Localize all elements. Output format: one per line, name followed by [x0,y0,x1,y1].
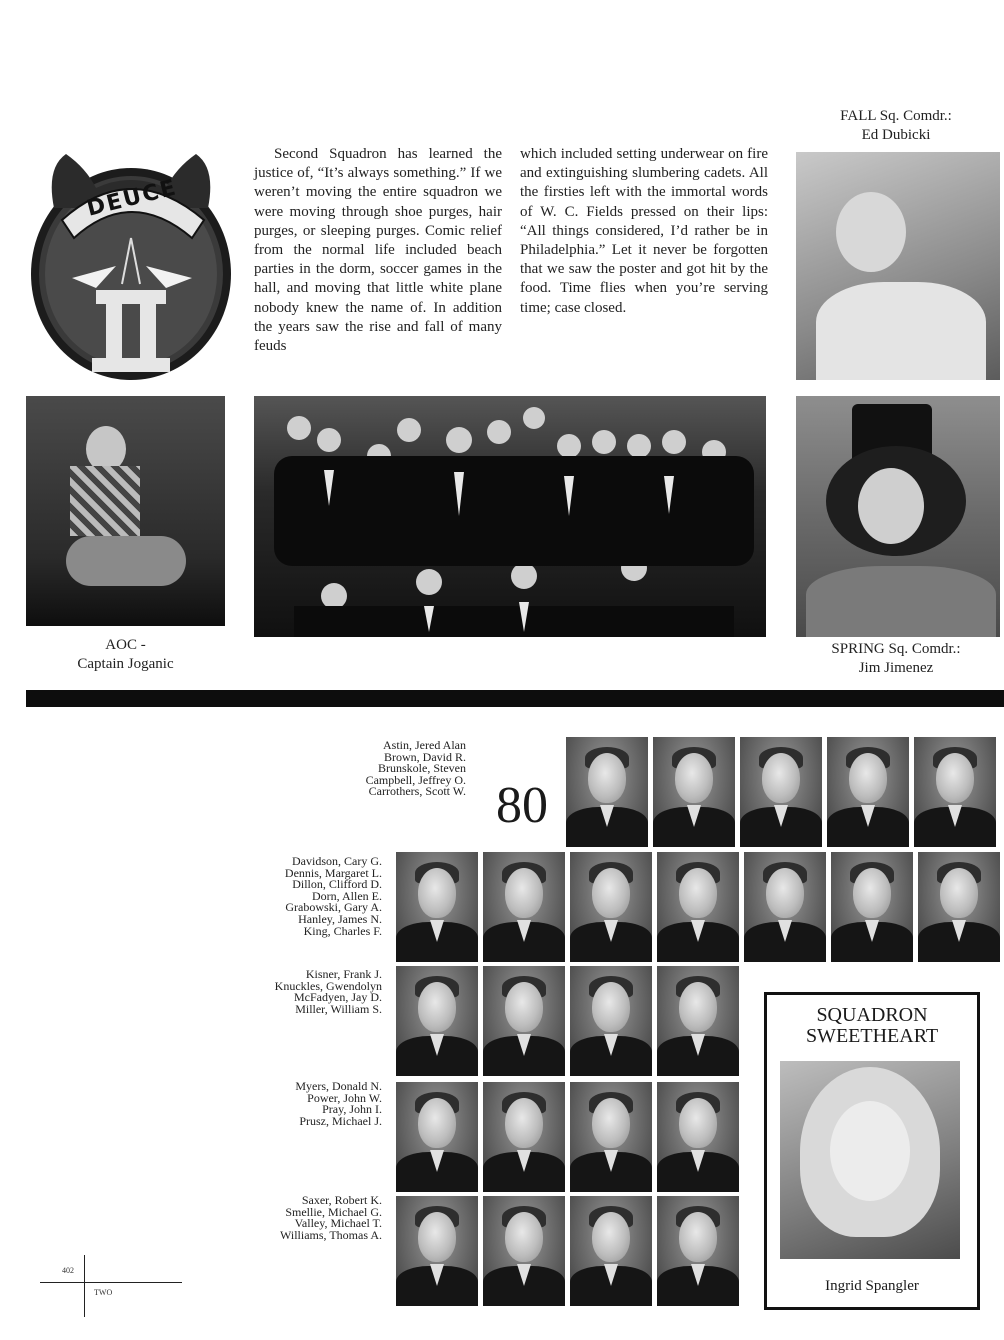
roster-name: Pray, John I. [322,1102,382,1117]
portrait-face [762,753,800,803]
squadron-group-photo [254,396,766,637]
cadet-portrait [744,852,826,962]
cadet-portrait [657,1196,739,1306]
roster-name: Davidson, Cary G. [292,854,382,868]
roster-name: Kisner, Frank J. [305,967,382,981]
cadet-portrait [657,1082,739,1192]
portrait-face [679,1212,717,1262]
portrait-face [853,868,891,918]
roster-name: Valley, Michael T. [294,1216,382,1231]
portrait-face [418,1098,456,1148]
roster-names-row-2 [190,856,382,937]
spring-commander-name: Jim Jimenez [858,660,934,676]
portrait-face [505,1212,543,1262]
portrait-face [675,753,713,803]
cadet-portrait [570,1196,652,1306]
roster-name: Dillon, Clifford D. [292,877,382,892]
roster-name: Astin, Jered Alan [383,738,466,752]
squadron-patch-emblem [26,138,236,384]
aoc-photo [26,396,225,626]
roster-name: Grabowski, Gary A. [285,900,382,915]
cadet-portrait [396,852,478,962]
roster-name: Prusz, Michael J. [299,1113,382,1128]
fall-commander-title: FALL Sq. Comdr.: [840,108,952,124]
sweetheart-photo [780,1061,960,1259]
squadron-sweetheart-box [764,992,980,1310]
portrait-face [505,868,543,918]
essay-text-left: Second Squadron has learned the justice of, “It’s always something.” If we weren’t moving the entire squadron we were moving through shoe purges, hair purges, or sleeping purges. Comic relief from the normal life included beach parties in the dorm, soccer games in the hall, and moving that little white plane nobody knew the name of. In addition the years saw the rise and fall of many feuds [254,146,502,355]
group-photo-figures [254,396,766,637]
portrait-face [679,1098,717,1148]
portrait-face [505,982,543,1032]
spring-commander-caption [796,640,996,678]
cadet-portrait [570,852,652,962]
spring-commander-title: SPRING Sq. Comdr.: [831,641,961,657]
roster-name: Dennis, Margaret L. [284,865,382,880]
page-number: 402 [62,1266,74,1275]
class-year: 80 [496,777,548,834]
sweetheart-title-line-2: SWEETHEART [805,1025,939,1047]
cadet-portrait [570,966,652,1076]
roster-name: Williams, Thomas A. [280,1227,382,1242]
aoc-caption [26,636,225,674]
cadet-portrait [396,966,478,1076]
portrait-face [588,753,626,803]
section-divider-bar [26,690,1004,707]
portrait-face [849,753,887,803]
cadet-portrait [914,737,996,847]
portrait-face [936,753,974,803]
sweetheart-title-line-1: SQUADRON [816,1004,928,1026]
portrait-face [418,982,456,1032]
cadet-portrait [483,1196,565,1306]
spring-commander-photo [796,396,1000,637]
roster-name: Saxer, Robert K. [301,1193,382,1207]
roster-name: Dorn, Allen E. [312,888,382,903]
cadet-portrait [827,737,909,847]
fall-commander-photo [796,152,1000,380]
roster-name: Hanley, James N. [298,911,382,926]
roster-name: Knuckles, Gwendolyn [274,978,382,993]
portrait-face [418,1212,456,1262]
fall-commander-name: Ed Dubicki [861,127,931,143]
portrait-face [679,868,717,918]
roster-name: Power, John W. [307,1090,382,1105]
roster-name: King, Charles F. [303,923,382,938]
roster-name: Brown, David R. [384,749,466,764]
roster-names-row-4 [190,1081,382,1127]
fall-commander-caption [796,107,996,145]
cadet-portrait [570,1082,652,1192]
portrait-face [940,868,978,918]
squadron-patch [26,138,236,384]
portrait-face [592,1212,630,1262]
folio-horizontal-line [40,1282,182,1283]
portrait-face [592,868,630,918]
roster-name: Smellie, Michael G. [285,1204,382,1219]
aoc-title: AOC - [105,637,146,653]
roster-names-row-5 [190,1195,382,1241]
roster-name: McFadyen, Jay D. [294,990,382,1005]
roster-name: Carrothers, Scott W. [368,784,466,799]
cadet-portrait [657,966,739,1076]
cadet-portrait [831,852,913,962]
cadet-portrait [918,852,1000,962]
essay-column-right [520,145,768,318]
cadet-portrait [653,737,735,847]
portrait-face [766,868,804,918]
cadet-portrait [396,1082,478,1192]
cadet-portrait [396,1196,478,1306]
cadet-portrait [483,1082,565,1192]
portrait-face [679,982,717,1032]
essay-text-right: which included setting underwear on fire and extinguishing slumbering cadets. All the firsties left with the immortal words of W. C. Fields pressed on their lips: “All things considered, I’d rather be in Philadelphia.” Let it never be forgotten that we saw the poster and got hit by the food. Time flies when you’re serving time; case closed. [520,146,768,316]
roster-name: Campbell, Jeffrey O. [365,772,466,787]
portrait-face [418,868,456,918]
cadet-portrait [483,852,565,962]
cadet-portrait [740,737,822,847]
roster-name: Myers, Donald N. [295,1079,382,1093]
folio-vertical-line [84,1255,85,1317]
roster-name: Brunskole, Steven [378,761,466,776]
cadet-portrait [566,737,648,847]
cadet-portrait [483,966,565,1076]
sweetheart-name: Ingrid Spangler [825,1278,919,1294]
roster-names-row-3 [190,969,382,1015]
portrait-face [592,982,630,1032]
roster-name: Miller, William S. [295,1001,382,1016]
section-label: TWO [94,1288,113,1297]
aoc-name: Captain Joganic [77,656,174,672]
patch-word: DEUCE [84,175,180,222]
portrait-face [505,1098,543,1148]
cadet-portrait [657,852,739,962]
roster-names-row-1 [270,740,466,798]
portrait-face [592,1098,630,1148]
essay-column-left [254,145,502,356]
